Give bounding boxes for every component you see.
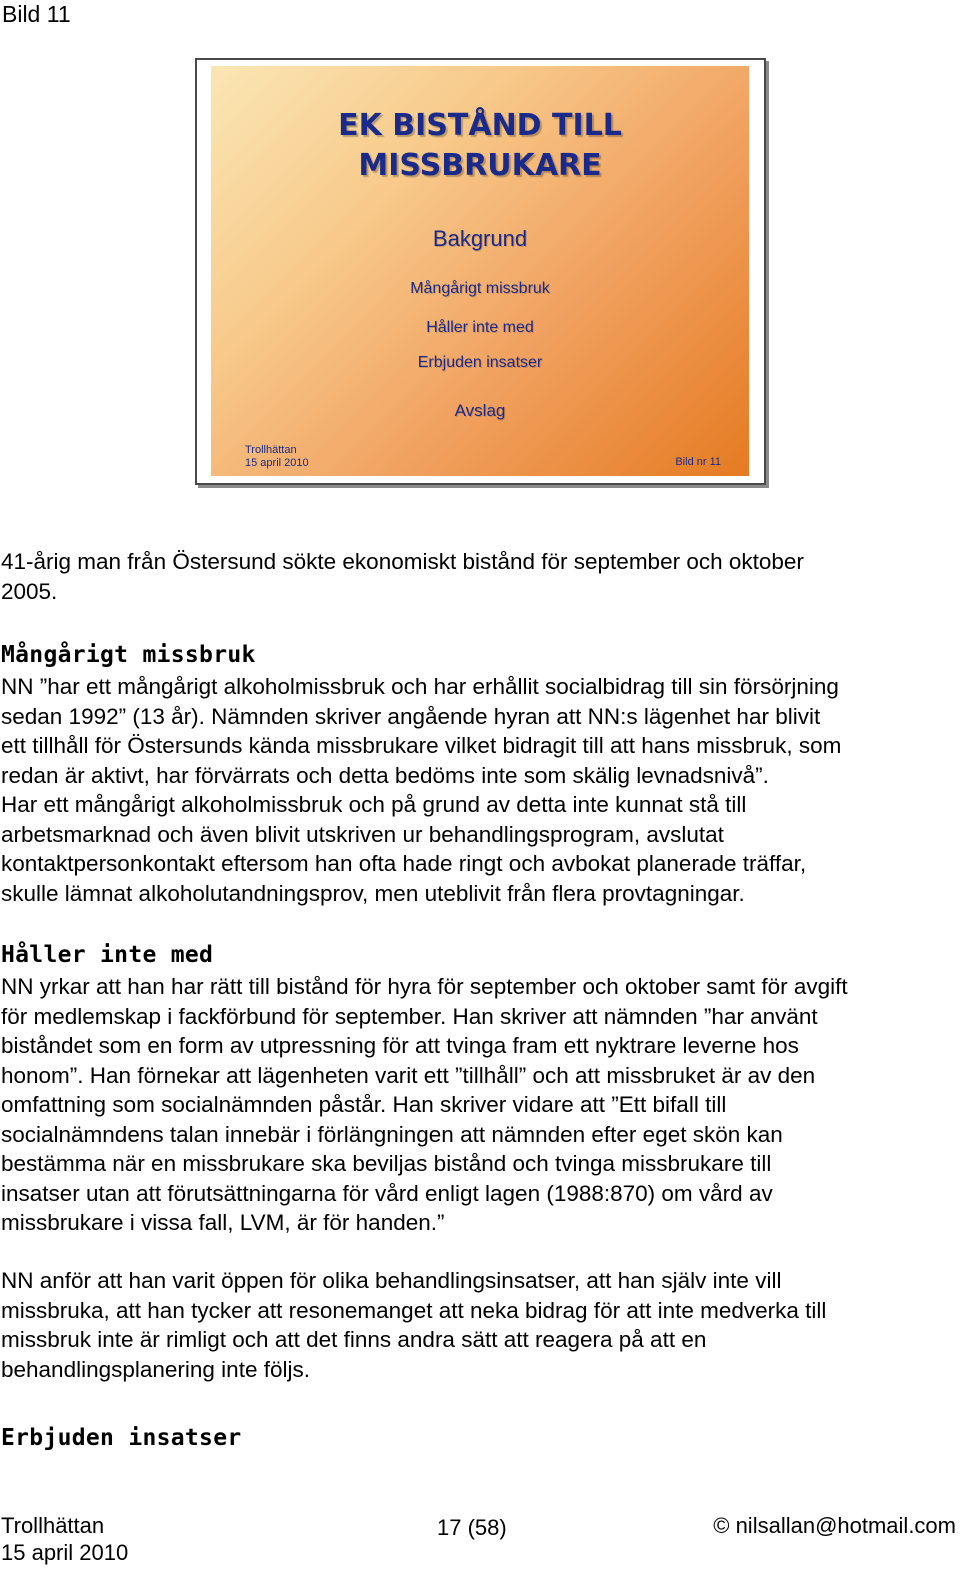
slide-background [211,66,749,476]
footer-date: 15 april 2010 [1,1540,129,1565]
text-line: NN anför att han varit öppen för olika behandlingsinsatser, att han själv inte vill [1,1268,782,1293]
section-heading: Mångårigt missbruk [1,642,256,668]
footer-location [1,1512,128,1566]
text-line: för medlemskap i fackförbund för september. Han skriver att nämnden ”har använt [1,1003,818,1029]
text-line: Har ett mångårigt alkoholmissbruk och på grund av detta inte kunnat stå till [1,792,747,817]
text-line: 41-årig man från Östersund sökte ekonomiskt bistånd för september och oktober [1,549,804,574]
text-line: socialnämndens talan innebär i förlängningen att nämnden efter eget skön kan [1,1121,783,1147]
slide-item: Mångårigt missbruk [410,280,550,297]
section-heading: Håller inte med [1,942,214,968]
slide-thumbnail [195,58,766,485]
slide-footer-number: Bild nr 11 [675,456,721,468]
text-line: ett tillhåll för Östersunds kända missbrukare vilket bidragit till att hans missbruk, som [1,733,842,758]
text-line: redan är aktivt, har förvärrats och detta bedöms inte som skälig levnadsnivå”. [1,762,769,788]
text-line: missbruka, att han tycker att resonemanget att neka bidrag för att inte medverka till [1,1297,827,1323]
text-line: 2005. [1,578,58,604]
slide-title [211,106,749,186]
footer-page-number: 17 (58) [437,1515,507,1540]
page-label: Bild 11 [2,1,71,27]
text-line: NN yrkar att han har rätt till bistånd för hyra för september och oktober samt för avgift [1,974,848,999]
paragraph-haller-inte-med [1,972,959,1238]
footer-city: Trollhättan [1,1513,105,1538]
paragraph-behandling [1,1266,959,1384]
text-line: missbruk inte är rimligt och att det finns andra sätt att reagera på att en [1,1327,707,1352]
text-line: behandlingsplanering inte följs. [1,1356,310,1382]
slide-item: Erbjuden insatser [417,354,543,371]
intro-paragraph [1,547,959,606]
text-line: arbetsmarknad och även blivit utskriven ur behandlingsprogram, avslutat [1,821,724,847]
slide-footer-left [245,444,309,470]
slide-title-line-1: EK BISTÅND TILL [338,108,622,143]
slide-subtitle: Bakgrund [432,226,528,251]
slide-item: Håller inte med [426,319,534,336]
section-heading: Erbjuden insatser [1,1425,242,1451]
text-line: sedan 1992” (13 år). Nämnden skriver angående hyran att NN:s lägenhet har blivit [1,703,821,729]
text-line: honom”. Han förnekar att lägenheten varit ett ”tillhåll” och att missbruket är av den [1,1062,816,1088]
text-line: omfattning som socialnämnden påstår. Han skriver vidare att ”Ett bifall till [1,1092,727,1117]
text-line: NN ”har ett mångårigt alkoholmissbruk och har erhållit socialbidrag till sin försörjning [1,674,839,699]
text-line: insatser utan att förutsättningarna för vård enligt lagen (1988:870) om vård av [1,1180,773,1206]
slide-footer-date: 15 april 2010 [245,457,309,469]
paragraph-missbruk [1,672,959,908]
text-line: biståndet som en form av utpressning för att tvinga fram ett nyktrare leverne hos [1,1033,799,1058]
slide-result: Avslag [454,401,506,420]
footer-email: © nilsallan@hotmail.com [713,1513,956,1538]
text-line: skulle lämnat alkoholutandningsprov, men uteblivit från flera provtagningar. [1,880,745,906]
slide-title-line-2: MISSBRUKARE [358,148,602,183]
text-line: missbrukare i vissa fall, LVM, är för handen.” [1,1210,445,1235]
slide-footer-city: Trollhättan [245,444,297,456]
text-line: kontaktpersonkontakt eftersom han ofta hade ringt och avbokat planerade träffar, [1,851,807,876]
text-line: bestämma när en missbrukare ska beviljas bistånd och tvinga missbrukare till [1,1151,772,1176]
